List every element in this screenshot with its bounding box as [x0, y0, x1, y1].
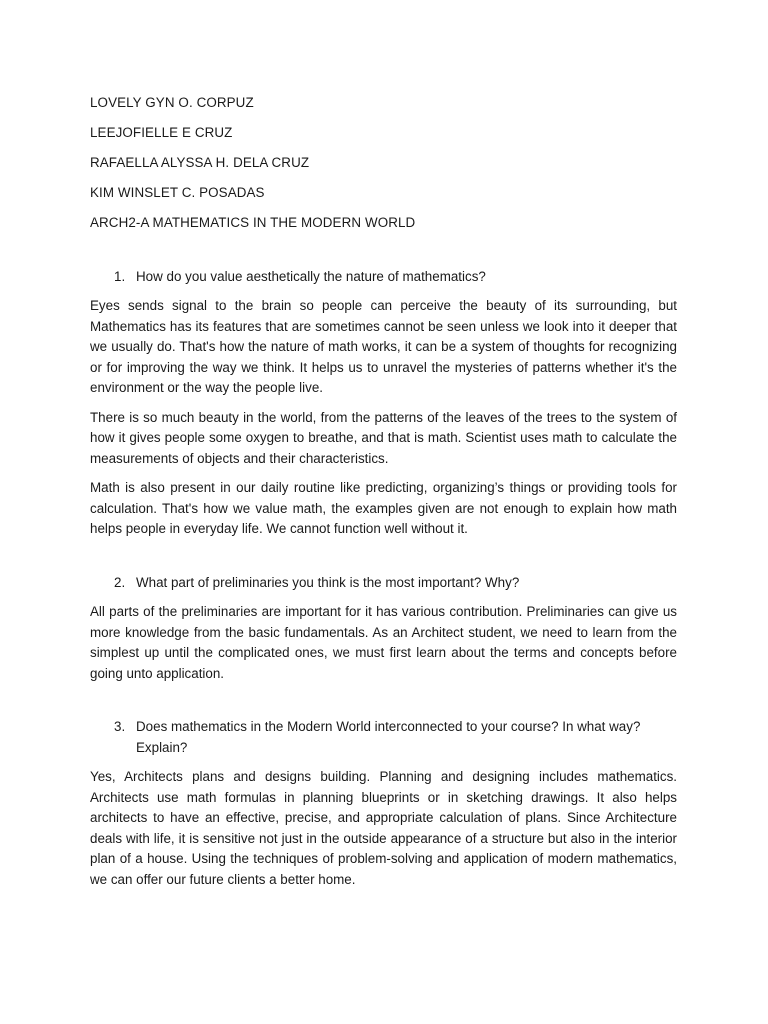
section-1	[90, 267, 677, 540]
header-block	[90, 93, 677, 234]
answer-paragraph: Math is also present in our daily routine like predicting, organizing’s things or providing tools for calculation. That's how we value math, the examples given are not enough to explain how math helps people in everyday life. We cannot function well without it.	[90, 480, 677, 537]
question-number: 3.	[114, 719, 126, 735]
section-3	[90, 717, 677, 890]
answer-paragraph: Eyes sends signal to the brain so people can perceive the beauty of its surrounding, but Mathematics has its features that are sometimes cannot be seen unless we look into it deeper that we usually do. That's how the nature of math works, it can be a system of thoughts for recognizing or for improving the way we think. It helps us to unravel the mysteries of patterns whether it's the environment or the way the people live.	[90, 298, 677, 396]
question-2	[90, 573, 677, 594]
answer-paragraph: All parts of the preliminaries are important for it has various contribution. Preliminaries can give us more knowledge from the basic fundamentals. As an Architect student, we need to learn from the simplest up until the complicated ones, we must first learn about the terms and concepts before going unto application.	[90, 604, 677, 681]
answer-paragraph: Yes, Architects plans and designs building. Planning and designing includes mathematics. Architects use math formulas in planning blueprints or in sketching drawings. It also helps architects to have an effective, precise, and appropriate calculation of plans. Since Architecture deals with life, it is sensitive not just in the outside appearance of a structure but also in the interior plan of a house. Using the techniques of problem-solving and application of modern mathematics, we can offer our future clients a better home.	[90, 769, 677, 887]
document-body	[90, 93, 677, 890]
question-1	[90, 267, 677, 288]
question-text: Does mathematics in the Modern World interconnected to your course? In what way? Explain?	[136, 719, 641, 755]
question-number: 2.	[114, 574, 126, 590]
author-name: KIM WINSLET C. POSADAS	[90, 185, 265, 201]
course-title: ARCH2-A MATHEMATICS IN THE MODERN WORLD	[90, 215, 416, 231]
question-text: What part of preliminaries you think is the most important? Why?	[136, 574, 520, 590]
author-name: LOVELY GYN O. CORPUZ	[90, 95, 254, 110]
question-text: How do you value aesthetically the nature of mathematics?	[136, 268, 486, 284]
author-name: RAFAELLA ALYSSA H. DELA CRUZ	[90, 155, 310, 171]
question-number: 1.	[114, 268, 126, 284]
section-2	[90, 573, 677, 685]
author-name: LEEJOFIELLE E CRUZ	[90, 125, 233, 141]
answer-paragraph: There is so much beauty in the world, from the patterns of the leaves of the trees to the system of how it gives people some oxygen to breathe, and that is math. Scientist uses math to calculate the measurements of objects and their characteristics.	[90, 409, 677, 466]
question-3	[90, 717, 677, 758]
